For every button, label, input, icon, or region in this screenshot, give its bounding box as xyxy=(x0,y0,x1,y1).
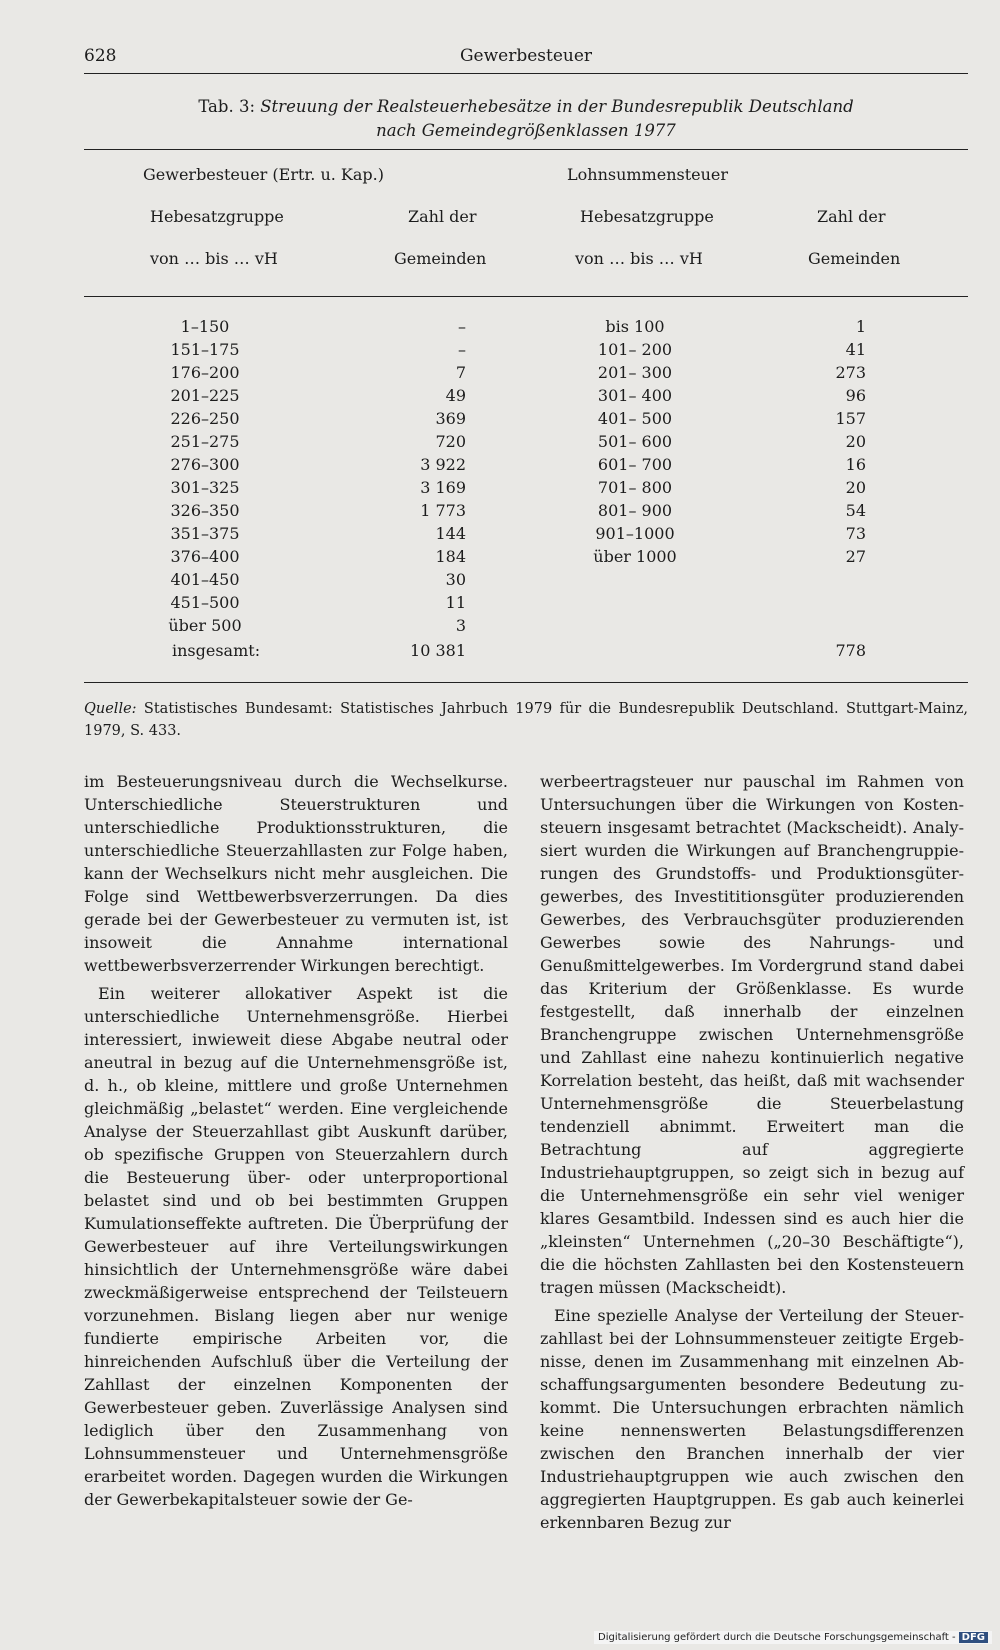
table-cell: 351–375 xyxy=(170,524,240,543)
caption-title-line2: nach Gemeindegrößenklassen 1977 xyxy=(376,121,676,140)
dfg-logo: DFG xyxy=(959,1632,988,1643)
table-cell: 11 xyxy=(445,593,466,612)
table-cell: 201–225 xyxy=(170,386,240,405)
col-header-range-2: Hebesatzgruppe xyxy=(580,207,714,226)
table-cell: 251–275 xyxy=(170,432,240,451)
footer-text: Digitalisierung gefördert durch die Deutsche Forschungsgemeinschaft - xyxy=(598,1632,956,1643)
table-cell: 301– 400 xyxy=(597,386,673,405)
lohn-range-column xyxy=(580,315,690,568)
table-cell: 501– 600 xyxy=(597,432,673,451)
table-cell: 144 xyxy=(435,524,466,543)
table-cell: 226–250 xyxy=(170,409,240,428)
source-text: Statistisches Bundesamt: Statistisches Jahrbuch 1979 für die Bundesrepublik Deutschland. Stuttgart-Mainz, 1979, S. 433. xyxy=(84,701,969,739)
table-cell: 326–350 xyxy=(170,501,240,520)
col-header-range-1: Hebesatzgruppe xyxy=(150,207,284,226)
lohn-count-column xyxy=(760,315,866,568)
table-cell: 601– 700 xyxy=(597,455,673,474)
table-bottom-rule xyxy=(84,682,968,683)
table-cell: 16 xyxy=(845,455,866,474)
caption-title-line1: Streuung der Realsteuerhebesätze in der Bundesrepublik Deutschland xyxy=(260,97,854,116)
table-cell: 176–200 xyxy=(170,363,240,382)
table-cell: 201– 300 xyxy=(597,363,673,382)
body-right-column xyxy=(540,770,964,1534)
table-cell: 273 xyxy=(835,363,866,382)
table-cell: 801– 900 xyxy=(597,501,673,520)
table-cell: 401–450 xyxy=(170,570,240,589)
table-cell: 401– 500 xyxy=(597,409,673,428)
table-cell: 301–325 xyxy=(170,478,240,497)
paragraph: im Besteuerungsniveau durch die Wechselkurse. Unterschiedliche Steuerstrukturen und unterschiedliche Produktionsstrukturen, die unterschiedliche Steuerzahllasten zur Folge haben, kann der Wechselkurs nicht mehr ausgleichen. Die Folge sind Wettbewerbsverzerrungen. Da dies gerade bei der Gewerbesteuer zu vermuten ist, ist insoweit die Annahme international wettbewerbsverzerrender Wirkungen berechtigt. xyxy=(84,772,508,975)
table-cell: 151–175 xyxy=(170,340,240,359)
group-heading-gewerbesteuer: Gewerbesteuer (Ertr. u. Kap.) xyxy=(143,165,384,184)
table-source xyxy=(84,698,968,742)
table-cell: 30 xyxy=(445,570,466,589)
col-subheader-range-1: von … bis … vH xyxy=(150,249,278,268)
table-cell: 27 xyxy=(845,547,866,566)
table-cell: 720 xyxy=(435,432,466,451)
table-top-rule xyxy=(84,149,968,150)
table-cell: 369 xyxy=(435,409,466,428)
paragraph: Eine spezielle Analyse der Verteilung der Steuerzahllast bei der Lohnsummensteuer zeitigte Ergebnisse, denen im Zusammenhang mit einzelnen Abschaffungsargumenten besondere Bedeutung zukommt. Die Untersuchungen erbrachten nämlich keine nennenswerten Belastungsdifferenzen zwischen den Branchen innerhalb der vier Industriehauptgruppen wie auch zwischen den aggregierten Hauptgruppen. Es gab auch keinerlei erkennbaren Bezug zur xyxy=(540,1306,964,1532)
table-cell: 376–400 xyxy=(170,547,240,566)
table-cell: bis 100 xyxy=(605,317,665,336)
table-cell: 276–300 xyxy=(170,455,240,474)
table-cell: 96 xyxy=(845,386,866,405)
table-cell: 49 xyxy=(445,386,466,405)
gewerbe-count-column xyxy=(360,315,466,637)
table-cell: 701– 800 xyxy=(597,478,673,497)
total-label: insgesamt: xyxy=(172,641,261,660)
source-label: Quelle: xyxy=(84,701,137,717)
gewerbe-range-column xyxy=(150,315,260,637)
table-cell: 20 xyxy=(845,432,866,451)
body-left-column xyxy=(84,770,508,1511)
caption-label: Tab. 3: xyxy=(198,97,255,116)
table-cell: 157 xyxy=(835,409,866,428)
table-cell: 184 xyxy=(435,547,466,566)
table-caption xyxy=(84,95,968,143)
paragraph: werbeertragsteuer nur pauschal im Rahmen von Untersuchungen über die Wirkungen von Kostensteuern insgesamt betrachtet (Mackscheidt). Analysiert wurden die Wirkungen auf Branchengruppierungen des Grundstoffs- und Produktionsgütergewerbes, des Investititionsgüter produzierenden Gewerbes, des Verbrauchsgüter produzierenden Gewerbes sowie des Nahrungs- und Genußmittelgewerbes. Im Vordergrund stand dabei das Kriterium der Größenklasse. Es wurde festgestellt, daß innerhalb der einzelnen Branchengruppe zwischen Unternehmensgröße und Zahllast eine nahezu kontinuierlich negative Korrelation besteht, das heißt, daß mit wachsender Unternehmensgröße die Steuerbelastung tendenziell abnimmt. Erweitert man die Betrachtung auf aggregierte Industriehauptgruppen, so zeigt sich in bezug auf die Unternehmensgröße ein sehr viel weniger klares Gesamtbild. Indessen sind es auch hier die „kleinsten“ Unternehmen („20–30 Beschäftigte“), die die höchsten Zahllasten bei den Kostensteuern tragen müssen (Mackscheidt). xyxy=(540,772,964,1297)
total-gewerbe: 10 381 xyxy=(410,641,466,660)
table-cell: – xyxy=(458,317,466,336)
running-title: Gewerbesteuer xyxy=(459,46,593,66)
col-header-count-2: Zahl der xyxy=(817,207,886,226)
table-cell: 3 xyxy=(455,616,466,635)
table-cell: über 1000 xyxy=(593,547,677,566)
group-heading-lohnsummensteuer: Lohnsummensteuer xyxy=(567,165,729,184)
col-header-count-1: Zahl der xyxy=(408,207,477,226)
page-header xyxy=(84,46,968,74)
table-cell: 3 922 xyxy=(420,455,466,474)
table-cell: – xyxy=(458,340,466,359)
col-subheader-range-2: von … bis … vH xyxy=(575,249,703,268)
col-subheader-count-1: Gemeinden xyxy=(394,249,487,268)
table-cell: 101– 200 xyxy=(597,340,673,359)
table-cell: 41 xyxy=(845,340,866,359)
table-cell: 54 xyxy=(845,501,866,520)
table-cell: 20 xyxy=(845,478,866,497)
table-cell: 73 xyxy=(845,524,866,543)
page-number: 628 xyxy=(84,46,117,66)
total-lohn: 778 xyxy=(835,641,866,660)
table-cell: 1 xyxy=(855,317,866,336)
table-cell: 451–500 xyxy=(170,593,240,612)
col-subheader-count-2: Gemeinden xyxy=(808,249,901,268)
table-cell: über 500 xyxy=(168,616,242,635)
table-cell: 3 169 xyxy=(420,478,466,497)
table-cell: 901–1000 xyxy=(595,524,675,543)
table-cell: 1–150 xyxy=(180,317,230,336)
table-cell: 1 773 xyxy=(420,501,466,520)
paragraph: Ein weiterer allokativer Aspekt ist die unterschiedliche Unternehmensgröße. Hierbei interessiert, inwieweit diese Abgabe neutral oder aneutral in bezug auf die Unternehmensgröße ist, d. h., ob kleine, mittlere und große Unternehmen gleichmäßig „belastet“ werden. Eine vergleichende Analyse der Steuerzahllast gibt Auskunft darüber, ob spezifische Gruppen von Steuerzahlern durch die Besteuerung über- oder unterproportional belastet sind und ob bei bestimmten Gruppen Kumulationseffekte auftreten. Die Überprüfung der Gewerbesteuer auf ihre Verteilungswirkungen hinsichtlich der Unternehmensgröße wäre dabei zweckmäßigerweise entsprechend der Teilsteuern vorzunehmen. Bislang liegen aber nur wenige fundierte empirische Arbeiten vor, die hinreichenden Aufschluß über die Verteilung der Zahllast der einzelnen Komponenten der Gewerbesteuer geben. Zuverlässige Analysen sind lediglich über den Zusammenhang von Lohnsummensteuer und Unternehmensgröße erarbeitet worden. Dagegen wurden die Wirkungen der Gewerbekapitalsteuer sowie der Ge- xyxy=(84,984,508,1509)
header-rule xyxy=(84,73,968,74)
table-cell: 7 xyxy=(455,363,466,382)
digitization-footer xyxy=(594,1631,992,1644)
table-header-rule xyxy=(84,296,968,297)
